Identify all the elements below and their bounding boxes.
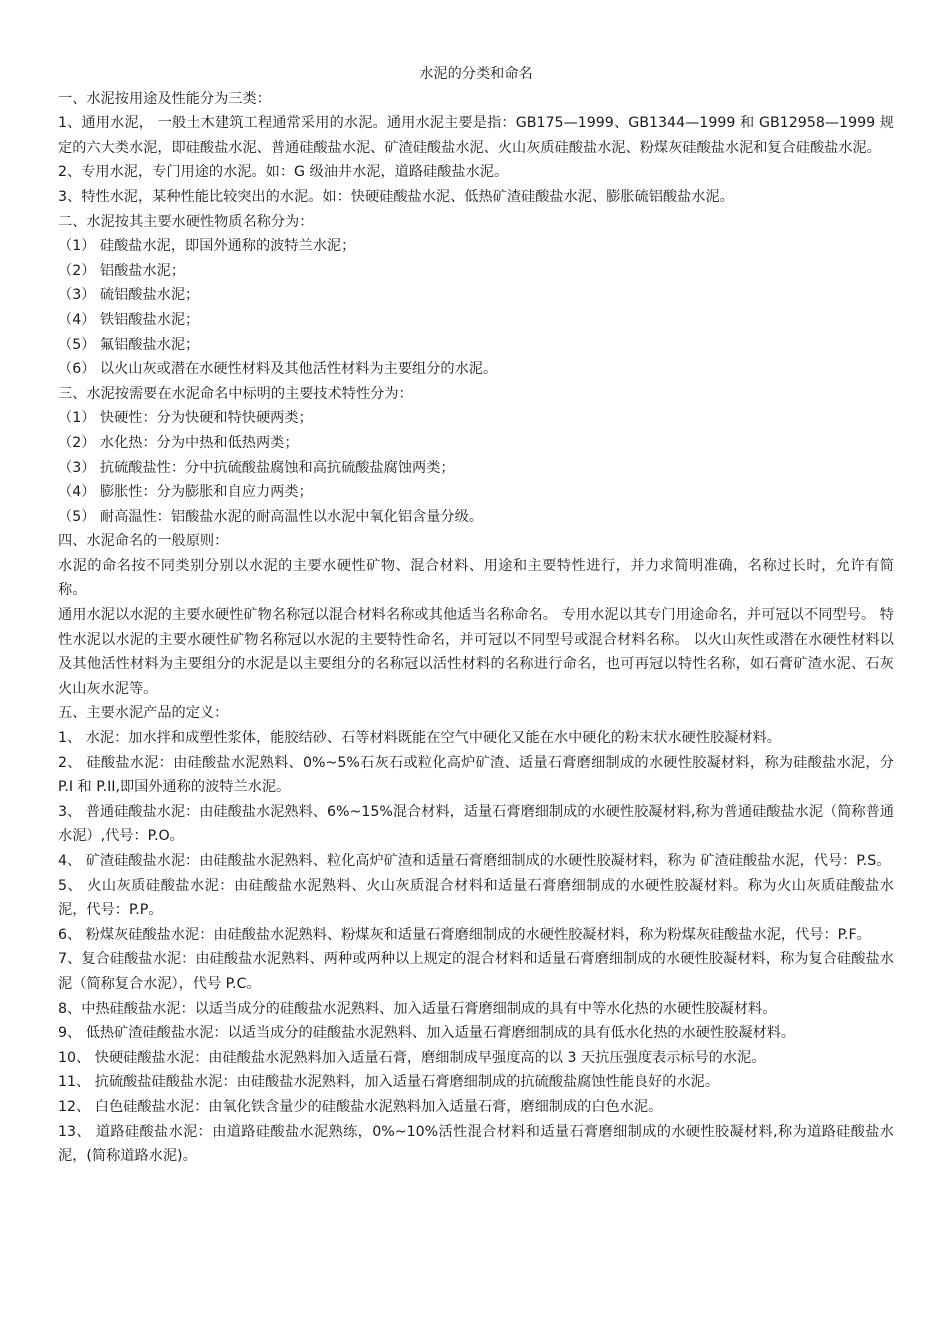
section-2-item: （2） 铝酸盐水泥； [58, 262, 186, 279]
section-2-heading: 二、水泥按其主要水硬性物质名称分为： [58, 213, 314, 230]
section-2-item: （4） 铁铝酸盐水泥； [58, 311, 200, 328]
section-5-item: 6、 粉煤灰硅酸盐水泥：由硅酸盐水泥熟料、粉煤灰和适量石膏磨细制成的水硬性胶凝材料，称为粉煤灰硅酸盐水泥，代号：P.F。 [58, 926, 871, 943]
section-5-item: 3、 普通硅酸盐水泥：由硅酸盐水泥熟料、6%~15%混合材料，适量石膏磨细制成的水硬性胶凝材料,称为普通硅酸盐水泥（简称普通水泥）,代号：P.O。 [58, 803, 894, 845]
section-3-item: （5） 耐高温性：铝酸盐水泥的耐高温性以水泥中氧化铝含量分级。 [58, 508, 483, 525]
section-5-item: 12、 白色硅酸盐水泥：由氧化铁含量少的硅酸盐水泥熟料加入适量石膏，磨细制成的白色水泥。 [58, 1098, 663, 1115]
section-3-item: （1） 快硬性：分为快硬和特快硬两类； [58, 410, 313, 427]
section-3-heading: 三、水泥按需要在水泥命名中标明的主要技术特性分为： [58, 385, 413, 402]
section-5-item: 7、复合硅酸盐水泥：由硅酸盐水泥熟料、两种或两种以上规定的混合材料和适量石膏磨细制成的水硬性胶凝材料，称为复合硅酸盐水泥（简称复合水泥），代号 P.C。 [58, 951, 894, 992]
section-2-item: （1） 硅酸盐水泥，即国外通称的波特兰水泥； [58, 238, 356, 255]
document-page [58, 62, 894, 1169]
section-1-heading: 一、水泥按用途及性能分为三类： [58, 90, 271, 107]
section-4-heading: 四、水泥命名的一般原则： [58, 533, 229, 550]
section-5-item: 5、 火山灰质硅酸盐水泥：由硅酸盐水泥熟料、火山灰质混合材料和适量石膏磨细制成的水硬性胶凝材料。称为火山灰质硅酸盐水泥，代号：P.P。 [58, 877, 894, 919]
section-2-item: （5） 氟铝酸盐水泥； [58, 336, 200, 353]
section-1-item: 1、通用水泥， 一般土木建筑工程通常采用的水泥。通用水泥主要是指：GB175—1999、GB1344—1999 和 GB12958—1999 规定的六大类水泥，即硅酸盐水泥、普通硅酸盐水泥、矿渣硅酸盐水泥、火山灰质硅酸盐水泥、粉煤灰硅酸盐水泥和复合硅酸盐水泥。 [58, 115, 894, 156]
section-5-item: 11、 抗硫酸盐硅酸盐水泥：由硅酸盐水泥熟料，加入适量石膏磨细制成的抗硫酸盐腐蚀性能良好的水泥。 [58, 1074, 720, 1091]
section-5-item: 9、 低热矿渣硅酸盐水泥：以适当成分的硅酸盐水泥熟料、加入适量石膏磨细制成的具有低水化热的水硬性胶凝材料。 [58, 1025, 796, 1042]
section-4-paragraph: 水泥的命名按不同类别分别以水泥的主要水硬性矿物、混合材料、用途和主要特性进行，并力求简明准确，名称过长时，允许有简称。 [58, 557, 894, 599]
section-5-item: 8、中热硅酸盐水泥：以适当成分的硅酸盐水泥熟料、加入适量石膏磨细制成的具有中等水化热的水硬性胶凝材料。 [58, 1000, 777, 1017]
section-5-item: 13、 道路硅酸盐水泥：由道路硅酸盐水泥熟练，0%~10%活性混合材料和适量石膏磨细制成的水硬性胶凝材料,称为道路硅酸盐水泥，(简称道路水泥)。 [58, 1123, 894, 1165]
section-3-item: （2） 水化热：分为中热和低热两类； [58, 434, 299, 451]
section-2-item: （3） 硫铝酸盐水泥； [58, 287, 200, 304]
section-2-item: （6） 以火山灰或潜在水硬性材料及其他活性材料为主要组分的水泥。 [58, 361, 498, 378]
section-3-item: （3） 抗硫酸盐性：分中抗硫酸盐腐蚀和高抗硫酸盐腐蚀两类； [58, 459, 455, 476]
section-5-heading: 五、主要水泥产品的定义： [58, 705, 229, 722]
document-title: 水泥的分类和命名 [419, 66, 533, 82]
section-1-item: 3、特性水泥，某种性能比较突出的水泥。如：快硬硅酸盐水泥、低热矿渣硅酸盐水泥、膨胀硫铝酸盐水泥。 [58, 188, 734, 205]
section-5-item: 10、 快硬硅酸盐水泥：由硅酸盐水泥熟料加入适量石膏，磨细制成早强度高的以 3 天抗压强度表示标号的水泥。 [58, 1049, 766, 1066]
section-4-paragraph: 通用水泥以水泥的主要水硬性矿物名称冠以混合材料名称或其他适当名称命名。 专用水泥以其专门用途命名，并可冠以不同型号。 特性水泥以水泥的主要水硬性矿物名称冠以水泥的主要特性命名，并可冠以不同型号或混合材料名称。 以火山灰性或潜在水硬性材料以及其他活性材料为主要组分的水泥是以主要组分的名称冠以活性材料的名称进行命名，也可再冠以特性名称，如石膏矿渣水泥、石灰火山灰水泥等。 [58, 607, 894, 697]
section-3-item: （4） 膨胀性：分为膨胀和自应力两类； [58, 484, 313, 501]
section-5-item: 1、 水泥：加水拌和成塑性浆体，能胶结砂、石等材料既能在空气中硬化又能在水中硬化的粉末状水硬性胶凝材料。 [58, 730, 781, 747]
section-5-item: 4、 矿渣硅酸盐水泥：由硅酸盐水泥熟料、粒化高炉矿渣和适量石膏磨细制成的水硬性胶凝材料，称为 矿渣硅酸盐水泥，代号：P.S。 [58, 853, 891, 869]
section-5-item: 2、 硅酸盐水泥：由硅酸盐水泥熟料、0%~5%石灰石或粒化高炉矿渣、适量石膏磨细制成的水硬性胶凝材料，称为硅酸盐水泥，分 P.I 和 P.II,即国外通称的波特兰水泥。 [58, 754, 894, 796]
section-1-item: 2、专用水泥，专门用途的水泥。如：G 级油井水泥，道路硅酸盐水泥。 [58, 164, 509, 181]
